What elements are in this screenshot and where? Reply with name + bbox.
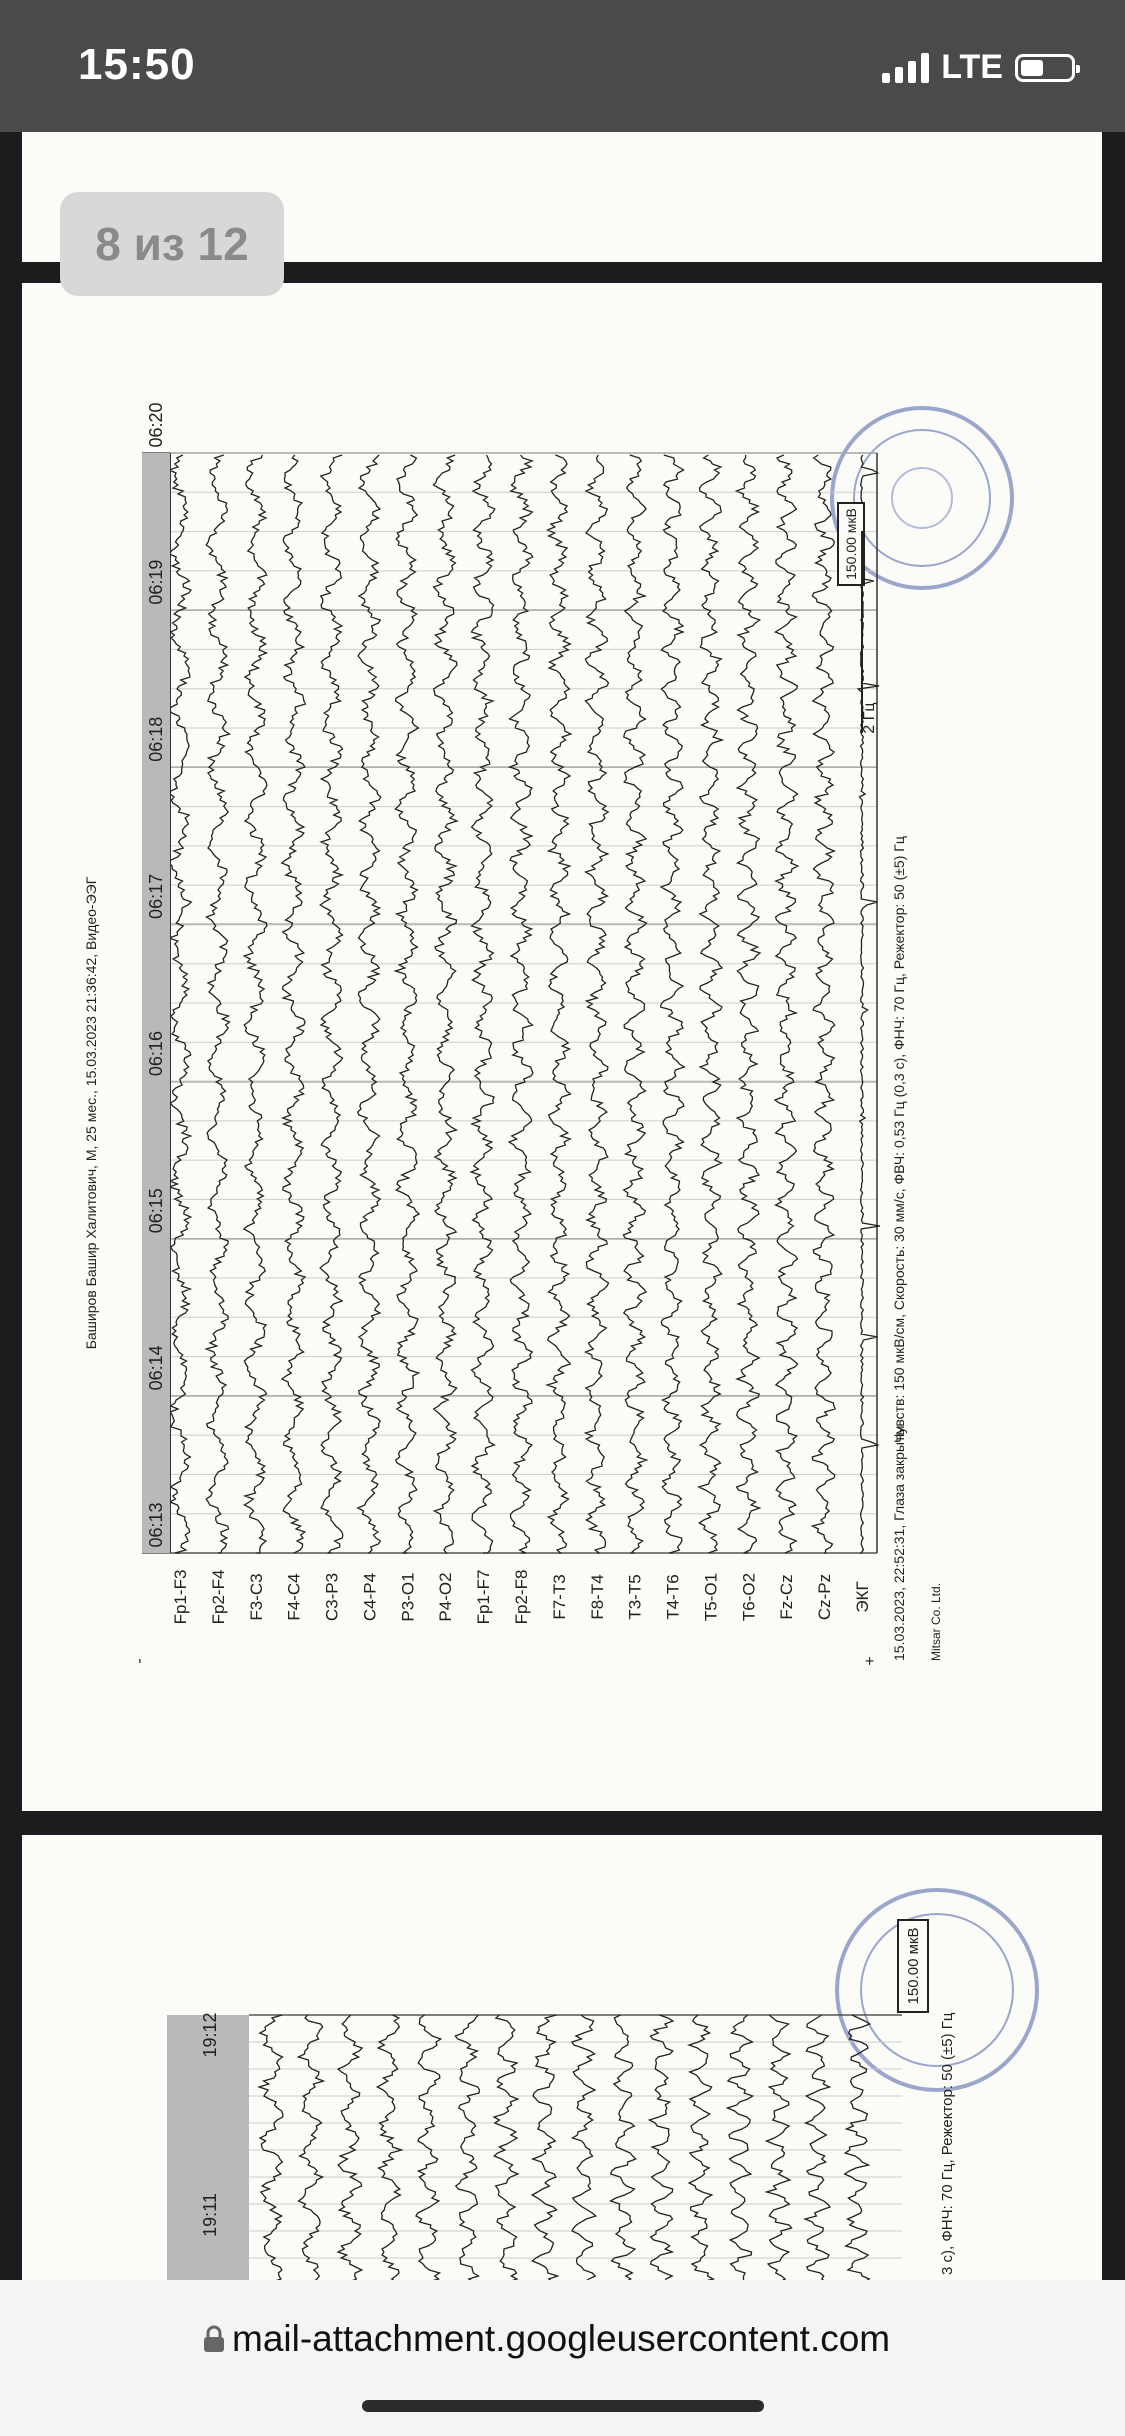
eeg-trace: [547, 455, 571, 1553]
eeg-trace: [661, 455, 685, 1553]
channel-label: T6-O2: [739, 1572, 759, 1622]
channel-label: F3-C3: [246, 1573, 266, 1621]
time-mark-next: 19:12: [200, 2012, 220, 2058]
eeg-trace: [169, 455, 192, 1553]
eeg-recording-next: [22, 1835, 1102, 2285]
channel-label: Fp1-F7: [474, 1569, 494, 1625]
eeg-traces: [169, 455, 880, 1624]
minus-sign: -: [131, 1658, 148, 1664]
plus-sign: +: [862, 1656, 879, 1666]
eeg-trace: [206, 455, 229, 1553]
scale-label: 150.00 мкВ: [843, 508, 859, 580]
status-indicators: [882, 48, 1075, 87]
time-mark: 06:19: [146, 559, 166, 605]
time-bar: [142, 402, 170, 1553]
channel-label: Fz-Cz: [777, 1574, 797, 1620]
channel-label: Fp1-F3: [171, 1569, 190, 1625]
eeg-trace: [812, 455, 835, 1553]
eeg-trace: [434, 455, 458, 1553]
channel-label: Fp2-F8: [512, 1569, 531, 1625]
eeg-trace: [320, 455, 343, 1553]
channel-label: ЭКГ: [853, 1581, 872, 1613]
time-mark: 06:18: [146, 716, 166, 762]
status-time: 15:50: [78, 40, 196, 89]
lock-icon: [203, 2325, 225, 2353]
time-mark-next: 19:11: [200, 2193, 220, 2237]
eeg-trace: [623, 455, 646, 1553]
status-bar: [0, 0, 1125, 132]
time-mark: 06:15: [146, 1188, 166, 1234]
eeg-trace: [358, 455, 381, 1553]
eeg-trace: [471, 455, 495, 1553]
channel-label: C3-P3: [322, 1572, 342, 1622]
channel-label: F7-T3: [549, 1574, 569, 1620]
eeg-trace: [509, 455, 533, 1553]
channel-label: Cz-Pz: [815, 1573, 835, 1621]
battery-icon: [1015, 54, 1075, 82]
footer-partial-next: 3 с), ФНЧ: 70 Гц, Режектор: 50 (±5) Гц: [939, 2012, 956, 2275]
scale-label-next: 150.00 мкВ: [905, 1927, 922, 2005]
cellular-signal-icon: [882, 53, 929, 83]
channel-label: C4-P4: [360, 1572, 380, 1622]
eeg-trace: [699, 455, 722, 1553]
page-counter: 8 из 12: [60, 192, 284, 296]
network-type: LTE: [941, 48, 1003, 86]
time-mark: 06:20: [146, 402, 166, 448]
home-indicator[interactable]: [362, 2400, 764, 2412]
document-header: Баширов Башир Халитович, М, 25 мес., 15.03.2023 21:36:42, Видео-ЭЭГ: [83, 876, 99, 1350]
channel-label: P4-O2: [436, 1572, 456, 1622]
channel-label: P3-O1: [398, 1572, 418, 1622]
channel-label: Fp2-F4: [208, 1569, 228, 1625]
eeg-recording: [22, 283, 1102, 1811]
channel-label: T5-O1: [701, 1572, 721, 1622]
eeg-trace: [244, 455, 267, 1553]
company-name: Mitsar Co. Ltd.: [929, 1582, 943, 1661]
footer-settings: Чувств: 150 мкВ/см, Скорость: 30 мм/с, ФВЧ: 0,53 Гц (0,3 с), ФНЧ: 70 Гц, Режектор: 50 (±5) Гц: [891, 836, 907, 1443]
eeg-trace: [775, 455, 798, 1553]
document-page-current[interactable]: [22, 283, 1102, 1811]
clinic-stamp-next: [837, 1890, 1037, 2090]
time-mark: 06:13: [146, 1502, 166, 1548]
document-page-next[interactable]: [22, 1835, 1102, 2285]
channel-label: F8-T4: [587, 1574, 607, 1620]
time-mark: 06:17: [146, 873, 166, 919]
time-mark: 06:16: [146, 1031, 166, 1077]
freq-label: 2 Гц: [861, 702, 878, 734]
url-text[interactable]: mail-attachment.googleusercontent.com: [232, 2318, 891, 2359]
eeg-trace: [395, 455, 419, 1553]
eeg-trace: [282, 455, 306, 1553]
channel-label: F4-C4: [284, 1573, 304, 1621]
eeg-trace: [736, 455, 760, 1553]
eeg-trace: [585, 455, 608, 1553]
channel-label: T3-T5: [625, 1574, 645, 1620]
footer-recording-info: 15.03.2023, 22:52:31, Глаза закрыты: [891, 1425, 907, 1661]
time-mark: 06:14: [146, 1345, 166, 1391]
channel-label: T4-T6: [663, 1574, 683, 1620]
